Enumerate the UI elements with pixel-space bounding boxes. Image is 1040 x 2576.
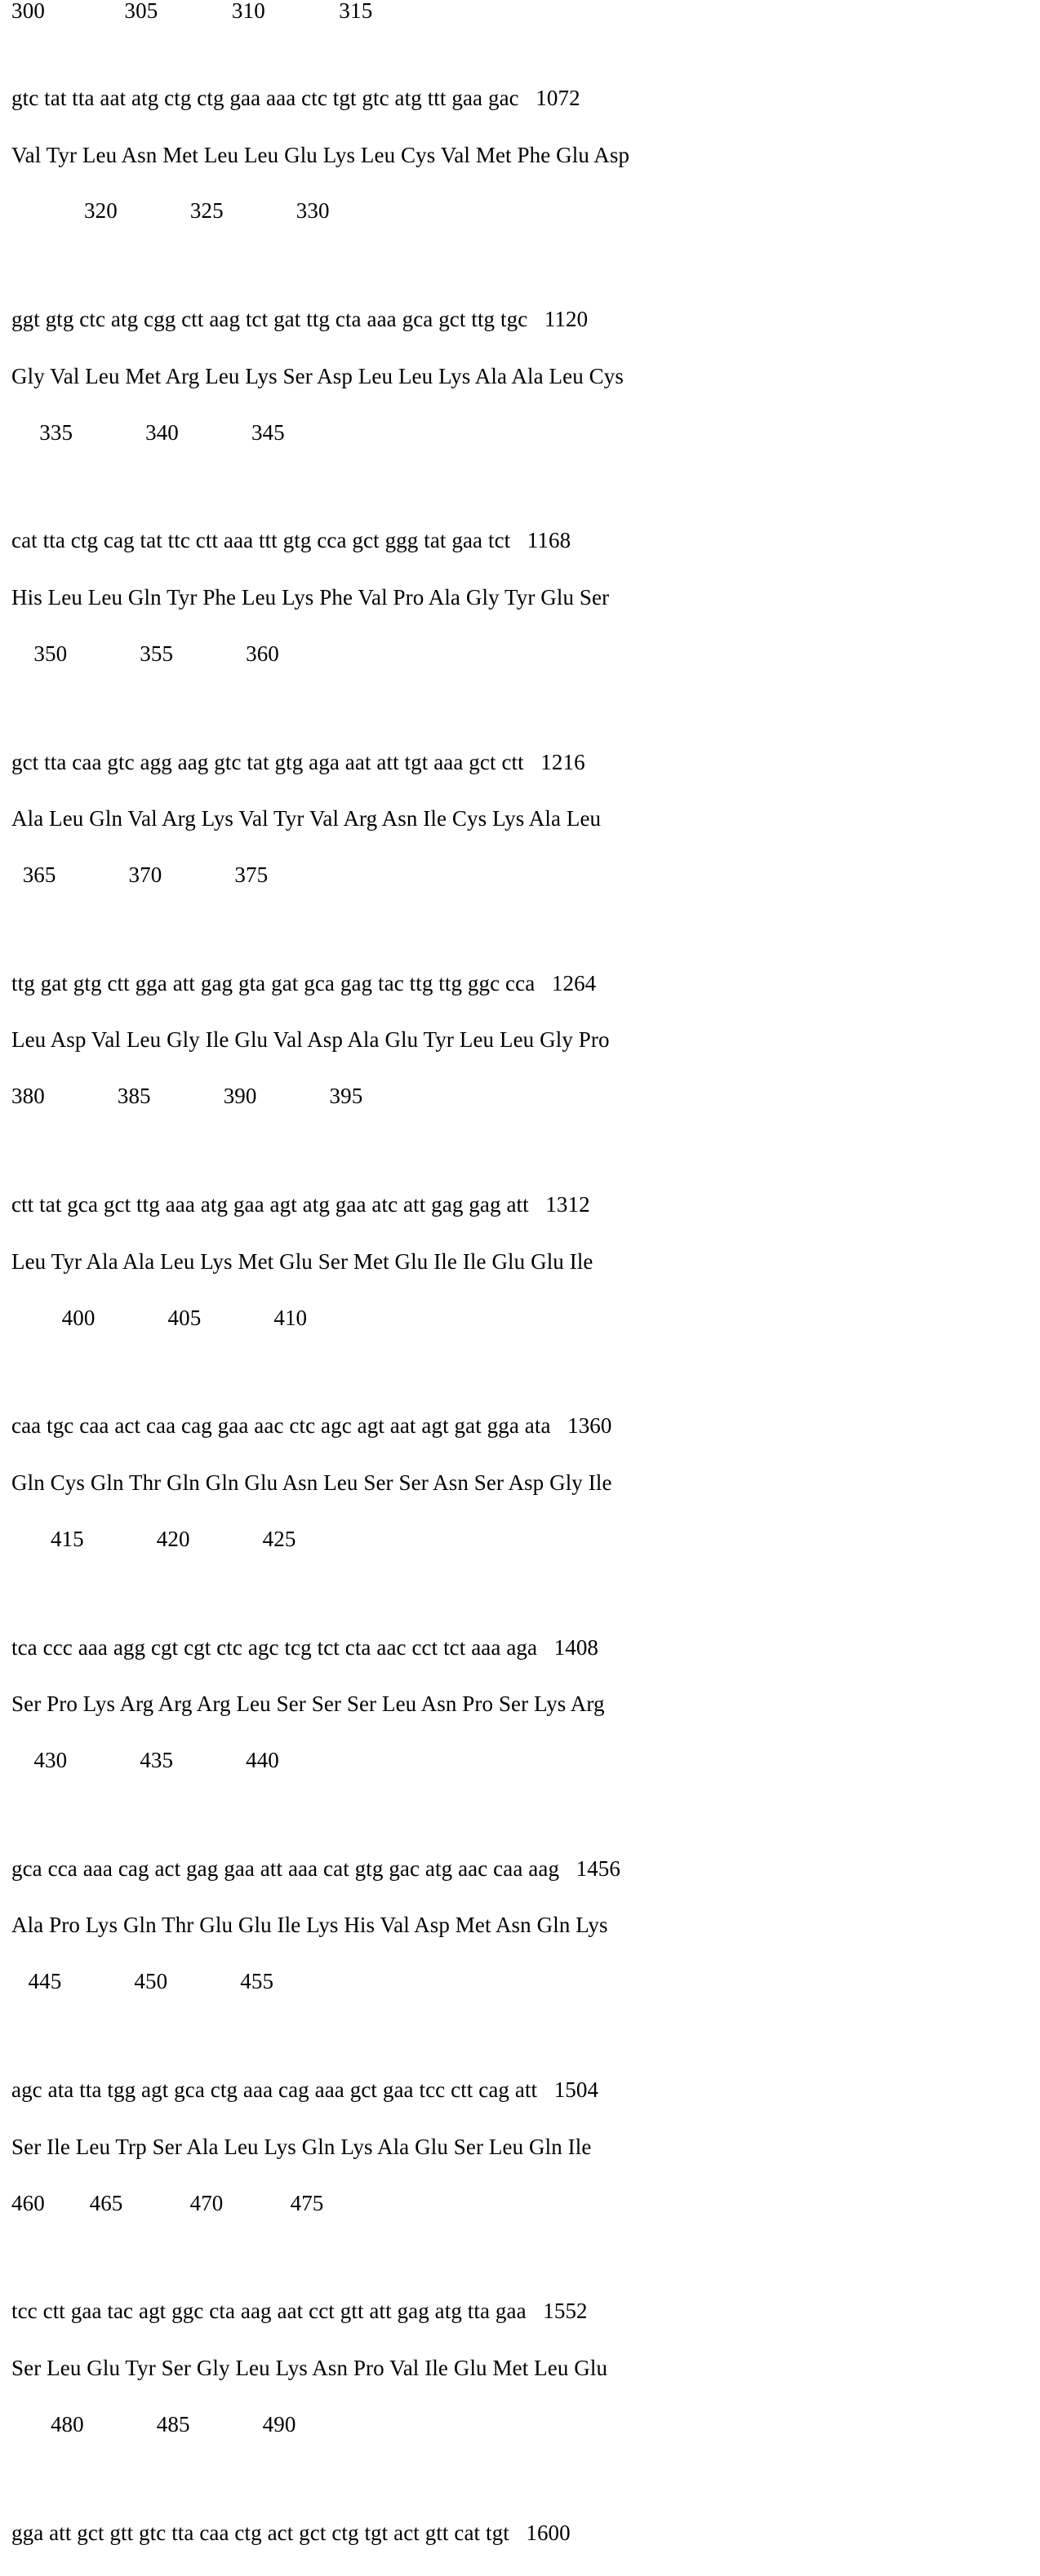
dna-line: ggt gtg ctc atg cgg ctt aag tct gat ttg cta aaa gca gct ttg tgc 1120 xyxy=(11,307,589,332)
amino-acid-line: Val Tyr Leu Asn Met Leu Leu Glu Lys Leu Cys Val Met Phe Glu Asp xyxy=(11,142,630,167)
dna-line: gtc tat tta aat atg ctg ctg gaa aaa ctc tgt gtc atg ttt gaa gac 1072 xyxy=(11,86,580,110)
residue-number-line: 335 340 345 xyxy=(11,419,285,445)
dna-line: ttg gat gtg ctt gga att gag gta gat gca gag tac ttg ttg ggc cca 1264 xyxy=(11,970,597,995)
residue-number-line: 480 485 490 xyxy=(11,2411,296,2436)
sequence-block xyxy=(11,2490,1016,2576)
sequence-block xyxy=(11,1161,1016,1361)
sequence-block xyxy=(11,2268,1016,2467)
spacer xyxy=(11,2025,1016,2046)
sequence-block xyxy=(11,940,1016,1140)
spacer xyxy=(11,255,1016,276)
sequence-block xyxy=(11,1604,1016,1804)
sequence-block xyxy=(11,55,1016,255)
amino-acid-line: Ser Leu Glu Tyr Ser Gly Leu Lys Asn Pro Val Ile Glu Met Leu Glu xyxy=(11,2355,608,2380)
amino-acid-line: Leu Tyr Ala Ala Leu Lys Met Glu Ser Met Glu Ile Ile Glu Glu Ile xyxy=(11,1248,593,1274)
amino-acid-line: Ala Pro Lys Gln Thr Glu Glu Ile Lys His Val Asp Met Asn Gln Lys xyxy=(11,1913,608,1938)
sequence-listing xyxy=(11,0,1016,2576)
residue-number-line: 430 435 440 xyxy=(11,1748,279,1773)
spacer xyxy=(11,2246,1016,2268)
sequence-block xyxy=(11,497,1016,697)
amino-acid-line: Gln Cys Gln Thr Gln Gln Glu Asn Leu Ser Ser Asn Ser Asp Gly Ile xyxy=(11,1470,612,1495)
spacer xyxy=(11,22,1016,55)
dna-line: gca cca aaa cag act gag gaa att aaa cat gtg gac atg aac caa aag 1456 xyxy=(11,1856,620,1881)
spacer xyxy=(11,1804,1016,1825)
dna-line: cat tta ctg cag tat ttc ctt aaa ttt gtg cca gct ggg tat gaa tct 1168 xyxy=(11,528,571,553)
dna-line: ctt tat gca gct ttg aaa atg gaa agt atg gaa atc att gag gag att 1312 xyxy=(11,1192,590,1217)
sequence-block xyxy=(11,1382,1016,1582)
residue-number-line: 460 465 470 475 xyxy=(11,2190,324,2215)
amino-acid-line: Ser Ile Leu Trp Ser Ala Leu Lys Gln Lys Ala Glu Ser Leu Gln Ile xyxy=(11,2134,592,2159)
amino-acid-line: Ser Pro Lys Arg Arg Arg Leu Ser Ser Ser Leu Asn Pro Ser Lys Arg xyxy=(11,1691,605,1717)
amino-acid-line: Gly Val Leu Met Arg Leu Lys Ser Asp Leu Leu Lys Ala Ala Leu Cys xyxy=(11,363,624,388)
sequence-block xyxy=(11,2046,1016,2246)
spacer xyxy=(11,698,1016,719)
dna-line: tca ccc aaa agg cgt cgt ctc agc tcg tct cta aac cct tct aaa aga 1408 xyxy=(11,1634,599,1660)
spacer xyxy=(11,1361,1016,1382)
amino-acid-line: Leu Asp Val Leu Gly Ile Glu Val Asp Ala Glu Tyr Leu Leu Gly Pro xyxy=(11,1027,610,1053)
residue-number-line: 400 405 410 xyxy=(11,1305,308,1330)
spacer xyxy=(11,476,1016,497)
residue-number-line: 365 370 375 xyxy=(11,862,269,888)
residue-number-line: 350 355 360 xyxy=(11,641,279,666)
sequence-block xyxy=(11,1825,1016,2025)
dna-line: gct tta caa gtc agg aag gtc tat gtg aga aat att tgt aaa gct ctt 1216 xyxy=(11,749,585,774)
sequence-block xyxy=(11,276,1016,476)
dna-line: tcc ctt gaa tac agt ggc cta aag aat cct gtt att gag atg tta gaa 1552 xyxy=(11,2299,588,2324)
amino-acid-line: Ala Leu Gln Val Arg Lys Val Tyr Val Arg Asn Ile Cys Lys Ala Leu xyxy=(11,806,602,831)
residue-number-line: 380 385 390 395 xyxy=(11,1084,363,1109)
top-residue-number-line: 300 305 310 315 xyxy=(11,0,373,23)
spacer xyxy=(11,1583,1016,1604)
spacer xyxy=(11,1140,1016,1161)
amino-acid-line: His Leu Leu Gln Tyr Phe Leu Lys Phe Val Pro Ala Gly Tyr Glu Ser xyxy=(11,585,610,610)
dna-line: caa tgc caa act caa cag gaa aac ctc agc agt aat agt gat gga ata 1360 xyxy=(11,1413,612,1439)
sequence-block xyxy=(11,719,1016,919)
residue-number-line: 320 325 330 xyxy=(11,198,330,224)
spacer xyxy=(11,919,1016,940)
residue-number-line: 415 420 425 xyxy=(11,1526,296,1551)
residue-number-line: 445 450 455 xyxy=(11,1969,274,1994)
dna-line: agc ata tta tgg agt gca ctg aaa cag aaa gct gaa tcc ctt cag att 1504 xyxy=(11,2077,599,2103)
dna-line: gga att gct gtt gtc tta caa ctg act gct ctg tgt act gtt cat tgt 1600 xyxy=(11,2520,571,2545)
spacer xyxy=(11,2468,1016,2490)
